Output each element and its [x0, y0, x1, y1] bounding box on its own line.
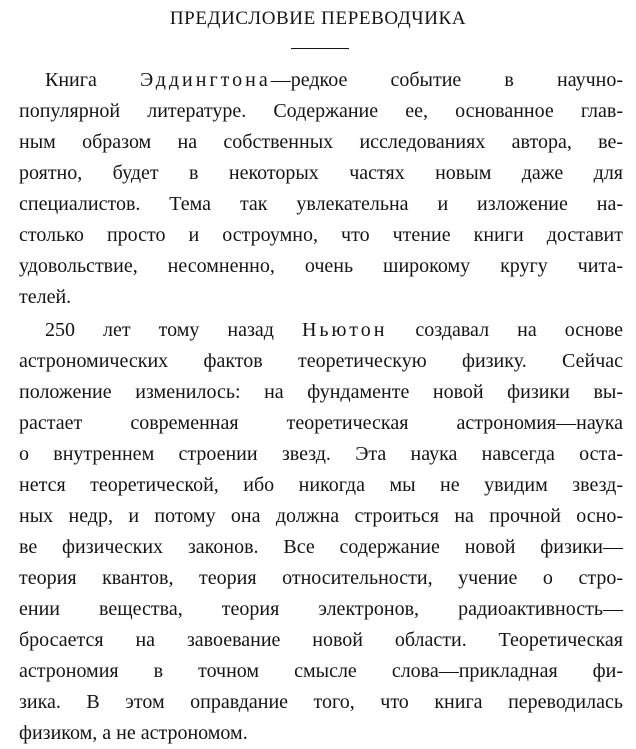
page-title: ПРЕДИСЛОВИЕ ПЕРЕВОДЧИКА: [169, 8, 467, 29]
text-line: о внутреннем строении звезд. Эта наука навсегда оста-: [19, 443, 623, 465]
text-line: ных недр, и потому она должна строиться на прочной осно-: [19, 505, 623, 527]
text-line: положение изменилось: на фундаменте новой физики вы-: [19, 381, 623, 403]
paragraph-2: [19, 315, 623, 749]
text-line: телей.: [19, 286, 72, 308]
text-line: бросается на завоевание новой области. Теоретическая: [19, 629, 623, 651]
paragraph-1: [19, 65, 623, 313]
text-line: растает современная теоретическая астрономия—наука: [19, 412, 623, 434]
text-line: роятно, будет в некоторых частях новым даже для: [19, 162, 623, 184]
text-line: ении вещества, теория электронов, радиоактивность—: [19, 598, 623, 620]
text-line: нется теоретической, ибо никогда мы не увидим звезд-: [19, 474, 623, 496]
text-line: удовольствие, несомненно, очень широкому кругу чита-: [19, 255, 623, 277]
text-fragment: Книга: [45, 69, 140, 91]
text-fragment: создавал на основе: [387, 319, 623, 341]
text-line: [19, 315, 623, 346]
text-line: ве физических законов. Все содержание новой физики—: [19, 536, 623, 558]
text-line: специалистов. Тема так увлекательна и изложение на-: [19, 193, 623, 215]
text-line: популярной литературе. Содержание ее, основанное глав-: [19, 100, 623, 122]
text-line: столько просто и остроумно, что чтение книги доставит: [19, 224, 623, 246]
text-fragment: —редкое событие в научно-: [270, 69, 624, 91]
text-line: астрономия в точном смысле слова—прикладная фи-: [19, 660, 623, 682]
text-line: зика. В этом оправдание того, что книга переводилась: [19, 691, 623, 713]
author-name-eddington: Эддингтона: [139, 69, 271, 91]
text-fragment: 250 лет тому назад: [45, 319, 302, 341]
author-name-newton: Ньютон: [301, 319, 388, 341]
text-line: ным образом на собственных исследованиях автора, ве-: [19, 131, 623, 153]
text-line: [19, 65, 623, 96]
text-line: астрономических фактов теоретическую физику. Сейчас: [19, 350, 623, 372]
text-line: физиком, а не астрономом.: [19, 722, 248, 744]
text-line: теория квантов, теория относительности, учение о стро-: [19, 567, 623, 589]
title-divider: [291, 48, 349, 49]
